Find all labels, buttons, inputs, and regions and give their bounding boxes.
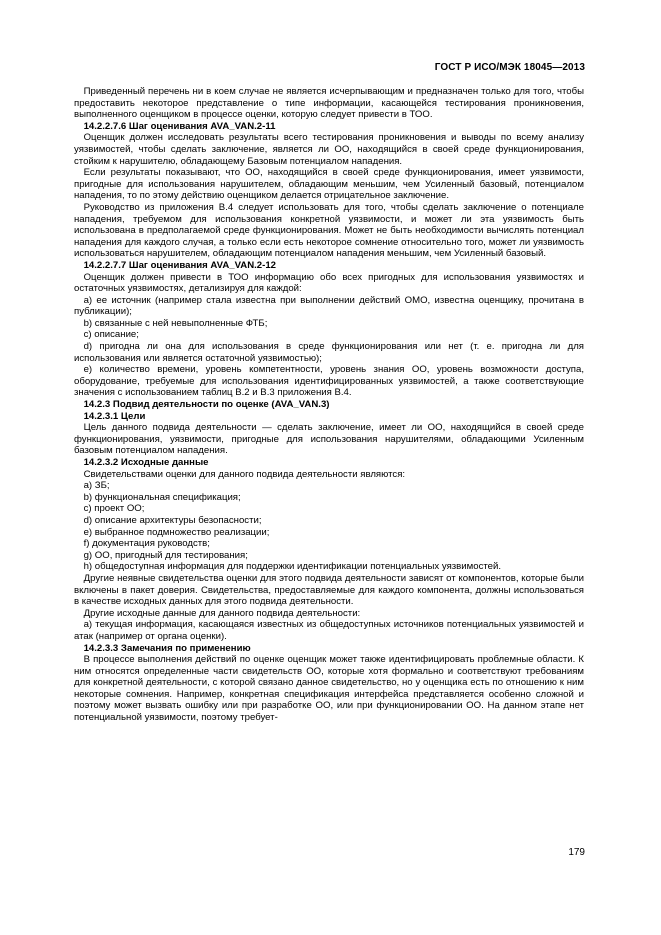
paragraph: а) ее источник (например стала известна при выполнении действий ОМО, известна оценщику, прочитана в публикации); [74, 294, 584, 318]
page-number: 179 [568, 847, 585, 858]
list-item: g) ОО, пригодный для тестирования; [83, 549, 248, 561]
list-item: Другие исходные данные для данного подвида деятельности: [83, 607, 361, 619]
paragraph: d) пригодна ли она для использования в среде функционирования или нет (т. е. пригодна ли для использования или является остаточной уязвимостью); [74, 341, 584, 364]
section-heading: 14.2.2.7.6 Шаг оценивания AVA_VAN.2-11 [83, 120, 276, 132]
paragraph: а) текущая информация, касающаяся известных из общедоступных источников потенциальных уязвимостей и атак (например от органа оценки). [74, 619, 584, 642]
paragraph: Цель данного подвида деятельности — сделать заключение, имеет ли ОО, находящийся в своей среде функционирования, уязвимости, пригодные для использования нарушителями, обладающими Усиленным базовым потенциалом нападения. [74, 422, 584, 457]
list-item: h) общедоступная информация для поддержки идентификации потенциальных уязвимостей. [83, 561, 502, 573]
document-header: ГОСТ Р ИСО/МЭК 18045—2013 [434, 62, 585, 73]
list-item: b) функциональная спецификация; [83, 491, 241, 503]
list-item: d) описание архитектуры безопасности; [83, 514, 262, 526]
section-heading: 14.2.2.7.7 Шаг оценивания AVA_VAN.2-12 [83, 259, 276, 271]
list-item: а) ЗБ; [83, 480, 110, 492]
list-item: c) проект ОО; [83, 503, 145, 515]
paragraph: е) количество времени, уровень компетентности, уровень знания ОО, уровень возможности доступа, оборудование, требуемые для использования идентифицированных уязвимостей, а также соответствующие значения с использованием таблиц В.2 и В.3 приложения В.4. [74, 364, 584, 399]
paragraph: Если результаты показывают, что ОО, находящийся в своей среде функционирования, имеет уязвимости, пригодные для использования нарушителем, обладающим меньшим, чем Усиленный базовый, потенциалом нападения, то по этому действию оценщиком делается отрицательное заключение. [74, 167, 584, 202]
paragraph: Другие неявные свидетельства оценки для этого подвида деятельности зависят от компонентов, которые были включены в пакет доверия. Свидетельства, предоставляемые для каждого компонента, должны использоваться в качестве исходных данных для этого подвида деятельности. [74, 572, 584, 608]
list-item: c) описание; [83, 329, 139, 341]
paragraph: Приведенный перечень ни в коем случае не является исчерпывающим и предназначен только для того, чтобы предоставить некоторое представление о типе информации, касающейся тестирования проникновения, выполненного оценщиком в процессе оценки, которую следует привести в ТОО. [74, 86, 584, 121]
section-heading: 14.2.3.1 Цели [83, 410, 146, 422]
section-heading: 14.2.3.2 Исходные данные [83, 457, 209, 468]
paragraph: В процессе выполнения действий по оценке оценщик может также идентифицировать проблемные области. К ним относятся определенные части свидетельств ОО, которые хотя формально и соответствуют требованиям для конкретной деятельности, с которой связано данное свидетельство, но у оценщика есть по отношению к ним некоторые сомнения. Например, конкретная спецификация интерфейса представляется особенно сложной и поэтому может вызвать ошибку или при разработке ОО, или при функционировании ОО. На данном этапе нет потенциальной уязвимости, поэтому требует- [74, 654, 584, 724]
paragraph: Руководство из приложения В.4 следует использовать для того, чтобы сделать заключение о потенциале нападения, требуемом для использования конкретной уязвимости, и может ли эта уязвимость быть использована в предполагаемой среде функционирования. Может не быть необходимости вычислять потенциал нападения для каждого случая, а только если есть некоторое сомнение относительно того, может ли уязвимость использоваться нарушителем, обладающим потенциалом нападения меньшим, чем Усиленный базовый. [74, 201, 584, 260]
section-heading: 14.2.3 Подвид деятельности по оценке (AVA_VAN.3) [83, 399, 330, 411]
list-item: f) документация руководств; [83, 538, 210, 550]
section-heading: 14.2.3.3 Замечания по применению [83, 642, 251, 654]
document-body [74, 86, 584, 724]
paragraph: Оценщик должен исследовать результаты всего тестирования проникновения и выводы по всему анализу уязвимостей, чтобы сделать заключение, является ли ОО, находящийся в своей среде функционирования, стойким к нарушителю, обладающему Базовым потенциалом нападения. [74, 132, 584, 167]
list-item: b) связанные с ней невыполненные ФТБ; [83, 317, 268, 329]
list-item: Свидетельствами оценки для данного подвида деятельности являются: [83, 468, 406, 480]
list-item: е) выбранное подмножество реализации; [83, 526, 270, 538]
paragraph: Оценщик должен привести в ТОО информацию обо всех пригодных для использования уязвимостях и остаточных уязвимостях, детализируя для каждой: [74, 271, 584, 295]
